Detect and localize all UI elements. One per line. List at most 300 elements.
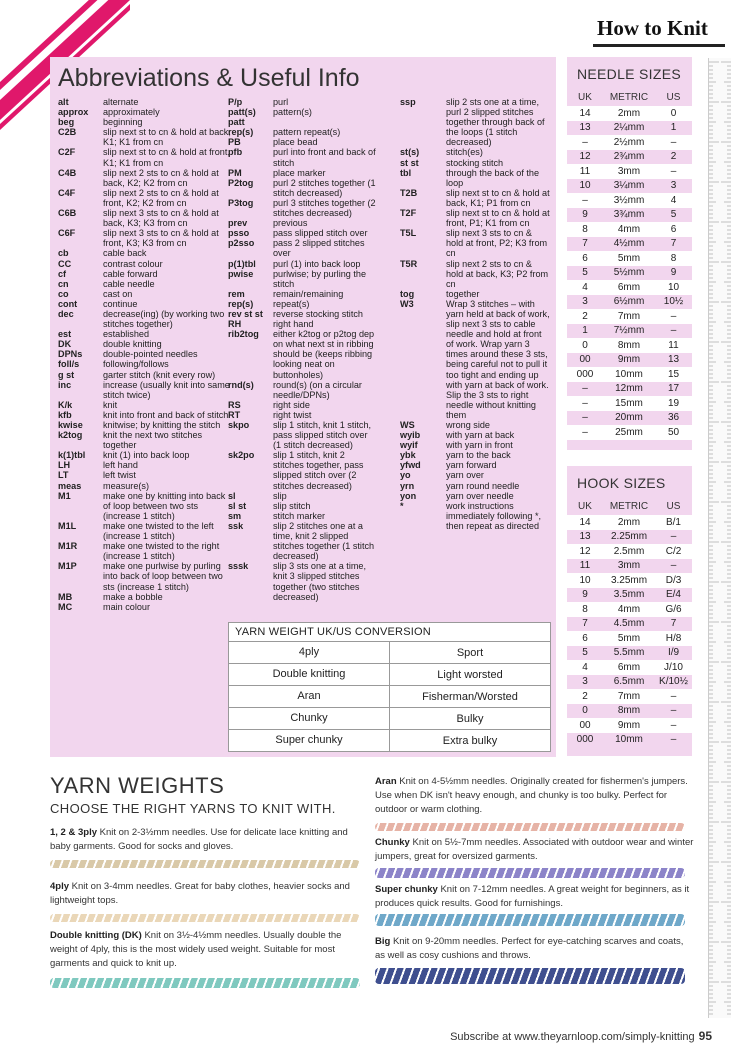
size-metric: 6.5mm xyxy=(613,676,645,688)
abbreviation-definition: slip next 3 sts to cn & hold at front, K3; K3 from cn xyxy=(103,228,219,249)
abbreviation-definition: pattern(s) xyxy=(273,107,312,118)
abbreviation-definition: slip stitch xyxy=(273,500,311,511)
abbreviation-entry xyxy=(58,430,233,450)
size-metric: 2mm xyxy=(617,516,641,528)
size-row xyxy=(567,251,692,266)
size-row xyxy=(567,382,692,397)
size-metric: 8mm xyxy=(617,339,641,351)
abbreviation-entry xyxy=(58,228,233,248)
size-uk: – xyxy=(582,383,588,395)
abbreviation-definition: left hand xyxy=(103,460,138,471)
abbreviation-definition: repeat(s) xyxy=(273,298,310,309)
abbreviation-entry xyxy=(228,259,378,269)
abbreviation-entry xyxy=(228,269,378,289)
abbreviation-entry xyxy=(58,450,233,460)
abbreviation-entry xyxy=(58,107,233,117)
abbreviation-entry xyxy=(228,329,378,379)
abbreviation-term: est xyxy=(58,329,72,340)
size-row xyxy=(567,324,692,339)
size-metric: 9mm xyxy=(617,354,641,366)
size-row xyxy=(567,179,692,194)
abbreviation-term: cn xyxy=(58,278,69,289)
size-row xyxy=(567,689,692,704)
abbreviation-term: cf xyxy=(58,268,67,279)
size-us: 13 xyxy=(667,354,680,366)
abbreviation-term: ybk xyxy=(400,450,416,461)
us-weight: Bulky xyxy=(456,712,484,725)
us-weight: Sport xyxy=(456,646,484,659)
abbreviation-entry xyxy=(228,450,378,490)
abbreviation-term: rnd(s) xyxy=(228,379,254,390)
size-us: – xyxy=(670,325,677,337)
size-uk: 13 xyxy=(579,122,591,134)
abbreviation-term: st st xyxy=(400,157,419,168)
size-uk: 4 xyxy=(582,281,588,293)
yarn-sample-strip xyxy=(375,823,685,831)
size-us: K/10½ xyxy=(659,676,688,688)
size-us: 50 xyxy=(667,426,680,438)
yarn-sample-strip xyxy=(50,860,360,868)
abbreviation-definition: make one by knitting into back of loop between two sts (increase 1 stitch) xyxy=(103,490,226,521)
abbreviation-term: C6B xyxy=(58,208,77,219)
abbreviation-entry xyxy=(58,400,233,410)
size-row xyxy=(567,266,692,281)
size-row xyxy=(567,573,692,588)
size-metric: 3.5mm xyxy=(613,589,645,601)
abbreviation-term: M1L xyxy=(58,520,77,531)
abbreviation-entry xyxy=(58,521,233,541)
size-us: 1 xyxy=(670,122,677,134)
size-metric: 6mm xyxy=(617,281,641,293)
abbreviation-definition: round(s) (on a circular needle/DPNs) xyxy=(273,379,362,400)
size-row xyxy=(567,515,692,530)
abbreviation-term: C4B xyxy=(58,167,77,178)
conversion-row xyxy=(229,730,550,751)
abbreviations-column-2 xyxy=(228,97,378,602)
abbreviation-entry xyxy=(58,491,233,521)
header-uk: UK xyxy=(578,92,592,103)
size-uk: 12 xyxy=(579,545,591,557)
size-metric: 2.5mm xyxy=(613,545,645,557)
size-uk: 10 xyxy=(579,574,591,586)
abbreviation-term: k(1)tbl xyxy=(58,450,86,461)
abbreviation-entry xyxy=(58,602,233,612)
abbreviation-definition: Wrap 3 stitches – with yarn held at back of work, slip next 3 sts to cable needle and hold at front of work. Wrap yarn 3 times around these 3 sts, being careful not to pull it too tight and ending up with yarn at back of work. Slip the 3 sts to right needle without knitting them xyxy=(446,298,550,420)
abbreviation-entry xyxy=(400,450,550,460)
size-us: 15 xyxy=(667,368,680,380)
size-metric: 8mm xyxy=(617,705,641,717)
abbreviation-definition: main colour xyxy=(103,601,151,612)
abbreviation-definition: reverse stocking stitch xyxy=(273,308,363,319)
abbreviation-term: alt xyxy=(58,97,69,107)
abbreviation-definition: stitch(es) xyxy=(446,147,483,158)
size-us: – xyxy=(670,560,677,572)
abbreviation-term: prev xyxy=(228,218,248,229)
size-metric: 20mm xyxy=(615,412,643,424)
abbreviation-entry xyxy=(228,299,378,309)
size-uk: 8 xyxy=(582,223,588,235)
size-uk: 14 xyxy=(579,516,591,528)
abbreviation-definition: right side xyxy=(273,399,310,410)
abbreviation-entry xyxy=(58,370,233,380)
abbreviation-term: kfb xyxy=(58,409,72,420)
abbreviation-term: ssk xyxy=(228,520,244,531)
size-metric: 5½mm xyxy=(613,267,645,279)
abbreviation-definition: previous xyxy=(273,218,308,229)
abbreviation-entry xyxy=(58,269,233,279)
abbreviation-term: yo xyxy=(400,470,411,481)
size-us: 8 xyxy=(670,252,677,264)
abbreviation-entry xyxy=(58,259,233,269)
size-metric: 3mm xyxy=(617,165,641,177)
abbreviation-entry xyxy=(400,259,550,289)
size-us: – xyxy=(670,136,677,148)
needle-sizes-header xyxy=(567,88,692,106)
abbreviation-definition: increase (usually knit into same stitch twice) xyxy=(103,379,230,400)
size-uk: 5 xyxy=(582,267,588,279)
abbreviation-definition: slip 1 stitch, knit 1 stitch, pass slipped stitch over (1 stitch decreased) xyxy=(273,420,372,451)
abbreviation-entry xyxy=(58,420,233,430)
size-metric: 4mm xyxy=(617,603,641,615)
yarn-sample-strip xyxy=(375,868,685,878)
abbreviation-entry xyxy=(400,501,550,531)
abbreviation-definition: place marker xyxy=(273,167,326,178)
abbreviation-entry xyxy=(58,329,233,339)
size-row xyxy=(567,193,692,208)
abbreviation-term: MB xyxy=(58,591,73,602)
size-uk: 10 xyxy=(579,180,591,192)
abbreviation-entry xyxy=(400,430,550,440)
size-us: 10 xyxy=(667,281,680,293)
abbreviation-term: P3tog xyxy=(228,197,254,208)
abbreviation-term: T2B xyxy=(400,187,418,198)
abbreviation-entry xyxy=(58,208,233,228)
size-uk: 7 xyxy=(582,618,588,630)
abbreviation-entry xyxy=(58,248,233,258)
size-row xyxy=(567,309,692,324)
size-row xyxy=(567,631,692,646)
abbreviation-term: yfwd xyxy=(400,460,421,471)
abbreviation-term: LH xyxy=(58,460,71,471)
uk-weight: Chunky xyxy=(229,708,390,729)
conversion-row xyxy=(229,642,550,664)
abbreviation-definition: slip next 3 sts to cn & hold at back, K3; K3 from cn xyxy=(103,208,219,229)
conversion-row xyxy=(229,686,550,708)
size-uk: 0 xyxy=(582,705,588,717)
abbreviation-entry xyxy=(58,188,233,208)
abbreviation-term: sm xyxy=(228,510,242,521)
size-us: 2 xyxy=(670,151,677,163)
size-row xyxy=(567,425,692,440)
size-metric: 2.25mm xyxy=(610,531,648,543)
size-uk: 00 xyxy=(579,719,591,731)
abbreviation-term: RT xyxy=(228,409,241,420)
size-us: 19 xyxy=(667,397,680,409)
size-us: I/9 xyxy=(667,647,680,659)
size-row xyxy=(567,121,692,136)
size-us: D/3 xyxy=(665,574,682,586)
size-uk: – xyxy=(582,426,588,438)
abbreviation-definition: alternate xyxy=(103,97,139,107)
abbreviation-definition: approximately xyxy=(103,107,160,118)
hook-sizes-header xyxy=(567,497,692,515)
abbreviation-definition: make one purlwise by purling into back of loop between two sts (increase 1 stitch) xyxy=(103,561,223,592)
size-uk: 000 xyxy=(576,368,594,380)
size-row xyxy=(567,338,692,353)
abbreviation-term: beg xyxy=(58,117,75,128)
abbreviation-term: meas xyxy=(58,480,82,491)
size-uk: 11 xyxy=(579,165,591,177)
abbreviation-term: T5L xyxy=(400,228,417,239)
abbreviation-definition: right hand xyxy=(273,319,314,330)
abbreviation-term: co xyxy=(58,288,69,299)
size-metric: 3mm xyxy=(617,560,641,572)
abbreviation-entry xyxy=(58,410,233,420)
size-metric: 4½mm xyxy=(613,238,645,250)
abbreviation-entry xyxy=(58,339,233,349)
size-row xyxy=(567,411,692,426)
conversion-row xyxy=(229,708,550,730)
abbreviation-entry xyxy=(400,440,550,450)
size-metric: 2½mm xyxy=(613,136,645,148)
abbreviations-title: Abbreviations & Useful Info xyxy=(58,64,360,92)
size-us: C/2 xyxy=(665,545,682,557)
abbreviation-entry xyxy=(58,380,233,400)
abbreviation-term: * xyxy=(400,500,404,511)
size-metric: 5mm xyxy=(617,252,641,264)
subscribe-link[interactable]: Subscribe at www.theyarnloop.com/simply-knitting xyxy=(450,1031,695,1043)
abbreviation-entry xyxy=(400,460,550,470)
abbreviation-definition: together xyxy=(446,288,480,299)
us-weight: Fisherman/Worsted xyxy=(422,690,518,703)
header-us: US xyxy=(666,92,681,103)
abbreviation-term: C6F xyxy=(58,228,76,239)
abbreviation-entry xyxy=(228,198,378,218)
abbreviation-term: T2F xyxy=(400,208,417,219)
size-uk: 0 xyxy=(582,339,588,351)
abbreviation-term: rep(s) xyxy=(228,298,254,309)
abbreviations-column-3 xyxy=(400,97,550,531)
abbreviation-entry xyxy=(58,470,233,480)
size-metric: 7mm xyxy=(617,690,641,702)
abbreviation-definition: make one twisted to the left (increase 1 stitch) xyxy=(103,520,214,542)
abbreviation-definition: double-pointed needles xyxy=(103,349,198,360)
abbreviation-definition: work instructions immediately following *, then repeat as directed xyxy=(446,500,542,531)
size-us: 0 xyxy=(670,107,677,119)
size-metric: 10mm xyxy=(615,368,643,380)
size-uk: 1 xyxy=(582,325,588,337)
footer xyxy=(450,1029,712,1043)
size-row xyxy=(567,646,692,661)
abbreviation-entry xyxy=(400,228,550,258)
abbreviation-definition: make a bobble xyxy=(103,591,163,602)
size-us: 7 xyxy=(670,618,677,630)
abbreviation-definition: following/follows xyxy=(103,359,169,370)
size-uk: 5 xyxy=(582,647,588,659)
abbreviation-entry xyxy=(58,299,233,309)
size-us: E/4 xyxy=(665,589,681,601)
abbreviations-panel xyxy=(50,57,556,757)
uk-weight: 4ply xyxy=(229,642,390,663)
size-metric: 4mm xyxy=(617,223,641,235)
hook-sizes-panel xyxy=(567,466,692,756)
size-metric: 2¼mm xyxy=(613,122,645,134)
abbreviation-definition: right twist xyxy=(273,409,312,420)
abbreviation-definition: stitch marker xyxy=(273,510,326,521)
size-us: – xyxy=(670,734,677,746)
abbreviation-term: PM xyxy=(228,167,242,178)
yarn-sample-strip xyxy=(375,968,685,984)
yarn-weights-subtitle: CHOOSE THE RIGHT YARNS TO KNIT WITH. xyxy=(50,801,336,816)
abbreviation-definition: yarn over xyxy=(446,470,484,481)
size-metric: 25mm xyxy=(615,426,643,438)
abbreviation-term: patt(s) xyxy=(228,107,256,118)
abbreviation-term: T5R xyxy=(400,258,418,269)
abbreviation-definition: purl 2 stitches together (1 stitch decreased) xyxy=(273,177,376,198)
size-row xyxy=(567,559,692,574)
size-row xyxy=(567,530,692,545)
size-uk: 3 xyxy=(582,296,588,308)
size-us: – xyxy=(670,165,677,177)
abbreviation-definition: measure(s) xyxy=(103,480,149,491)
abbreviation-entry xyxy=(228,511,378,521)
size-metric: 3¼mm xyxy=(613,180,645,192)
size-us: 7 xyxy=(670,238,677,250)
abbreviation-entry xyxy=(228,168,378,178)
abbreviation-definition: knit xyxy=(103,399,118,410)
size-uk: – xyxy=(582,194,588,206)
yarn-weight-item: Chunky Knit on 5½-7mm needles. Associated with outdoor wear and winter jumpers, great for oversized garments. xyxy=(375,837,694,862)
size-metric: 5.5mm xyxy=(613,647,645,659)
abbreviation-term: C2B xyxy=(58,127,77,138)
abbreviation-definition: knitwise; by knitting the stitch xyxy=(103,420,221,430)
size-us: 4 xyxy=(670,194,677,206)
abbreviation-term: sk2po xyxy=(228,450,255,461)
abbreviation-term: psso xyxy=(228,228,250,239)
size-uk: 13 xyxy=(579,531,591,543)
abbreviation-term: W3 xyxy=(400,298,414,309)
abbreviation-term: rib2tog xyxy=(228,329,259,340)
abbreviation-definition: through the back of the loop xyxy=(446,167,540,188)
abbreviation-definition: knit (1) into back loop xyxy=(103,450,190,461)
size-row xyxy=(567,237,692,252)
abbreviation-definition: slip next 2 sts to cn & hold at front, K2; K2 from cn xyxy=(103,187,219,208)
size-us: 17 xyxy=(667,383,680,395)
size-metric: 15mm xyxy=(615,397,643,409)
abbreviation-definition: continue xyxy=(103,298,138,309)
abbreviation-entry xyxy=(58,481,233,491)
abbreviation-term: yon xyxy=(400,490,417,501)
abbreviation-definition: slip xyxy=(273,490,287,501)
size-us: 36 xyxy=(667,412,680,424)
size-row xyxy=(567,280,692,295)
abbreviation-term: p(1)tbl xyxy=(228,258,256,269)
abbreviation-term: tog xyxy=(400,288,415,299)
size-row xyxy=(567,396,692,411)
abbreviation-term: M1R xyxy=(58,541,78,552)
abbreviation-entry xyxy=(58,279,233,289)
abbreviation-entry xyxy=(58,541,233,561)
size-row xyxy=(567,135,692,150)
abbreviation-definition: yarn forward xyxy=(446,460,497,471)
size-us: 6 xyxy=(670,223,677,235)
abbreviation-definition: yarn round needle xyxy=(446,480,520,491)
size-row xyxy=(567,150,692,165)
abbreviation-definition: remain/remaining xyxy=(273,288,344,299)
abbreviation-definition: purlwise; by purling the stitch xyxy=(273,268,367,289)
abbreviation-term: C4F xyxy=(58,187,76,198)
abbreviation-term: wyif xyxy=(400,440,418,451)
abbreviation-term: P/p xyxy=(228,97,243,107)
abbreviation-entry xyxy=(58,460,233,470)
needle-sizes-title: NEEDLE SIZES xyxy=(577,66,681,82)
yarn-weight-item: Super chunky Knit on 7-12mm needles. A great weight for beginners, as it produces quick results. Good for furnishings. xyxy=(375,884,690,909)
size-row xyxy=(567,660,692,675)
abbreviation-entry xyxy=(228,178,378,198)
abbreviation-definition: slip 2 stitches one at a time, knit 2 slipped stitches together (1 stitch decreased) xyxy=(273,520,375,562)
header-us: US xyxy=(666,501,681,512)
abbreviation-definition: with yarn in front xyxy=(446,440,513,451)
abbreviation-entry xyxy=(228,309,378,319)
abbreviation-term: skpo xyxy=(228,420,250,430)
abbreviation-term: dec xyxy=(58,308,74,319)
size-us: J/10 xyxy=(664,661,683,673)
size-uk: 9 xyxy=(582,589,588,601)
size-us: – xyxy=(670,719,677,731)
yarn-conversion-title: YARN WEIGHT UK/US CONVERSION xyxy=(229,623,550,642)
size-us: 11 xyxy=(668,339,679,351)
size-metric: 3.25mm xyxy=(610,574,648,586)
yarn-weights-title: YARN WEIGHTS xyxy=(50,773,225,798)
size-uk: – xyxy=(582,136,588,148)
abbreviation-definition: slip next st to cn & hold at back, K1; K1 from cn xyxy=(103,127,231,148)
size-row xyxy=(567,353,692,368)
size-row xyxy=(567,106,692,121)
abbreviation-definition: slip next st to cn & hold at front, P1; K1 from cn xyxy=(446,208,550,229)
size-row xyxy=(567,222,692,237)
size-uk: 2 xyxy=(582,310,588,322)
header-metric: METRIC xyxy=(609,92,649,103)
us-weight: Extra bulky xyxy=(442,734,498,747)
abbreviation-term: st(s) xyxy=(400,147,420,158)
size-row xyxy=(567,544,692,559)
size-metric: 3½mm xyxy=(613,194,645,206)
abbreviation-definition: beginning xyxy=(103,117,143,128)
page-number: 95 xyxy=(698,1029,712,1043)
abbreviation-term: RH xyxy=(228,319,242,330)
size-uk: 14 xyxy=(579,107,591,119)
abbreviation-term: wyib xyxy=(400,430,421,441)
abbreviation-term: sl xyxy=(228,490,236,501)
size-uk: – xyxy=(582,397,588,409)
uk-weight: Aran xyxy=(229,686,390,707)
abbreviations-column-1 xyxy=(58,97,233,612)
size-us: 3 xyxy=(670,180,677,192)
size-metric: 5mm xyxy=(617,632,641,644)
abbreviation-definition: established xyxy=(103,329,150,340)
abbreviation-term: foll/s xyxy=(58,359,80,370)
abbreviation-term: approx xyxy=(58,107,89,118)
size-us: H/8 xyxy=(665,632,682,644)
size-metric: 12mm xyxy=(615,383,643,395)
size-row xyxy=(567,704,692,719)
size-uk: 6 xyxy=(582,252,588,264)
size-row xyxy=(567,718,692,733)
abbreviation-entry xyxy=(400,188,550,208)
header-metric: METRIC xyxy=(609,501,649,512)
yarn-weight-item: 1, 2 & 3ply Knit on 2-3½mm needles. Use for delicate lace knitting and baby garments. Good for socks and gloves. xyxy=(50,827,348,852)
abbreviation-entry xyxy=(58,127,233,147)
